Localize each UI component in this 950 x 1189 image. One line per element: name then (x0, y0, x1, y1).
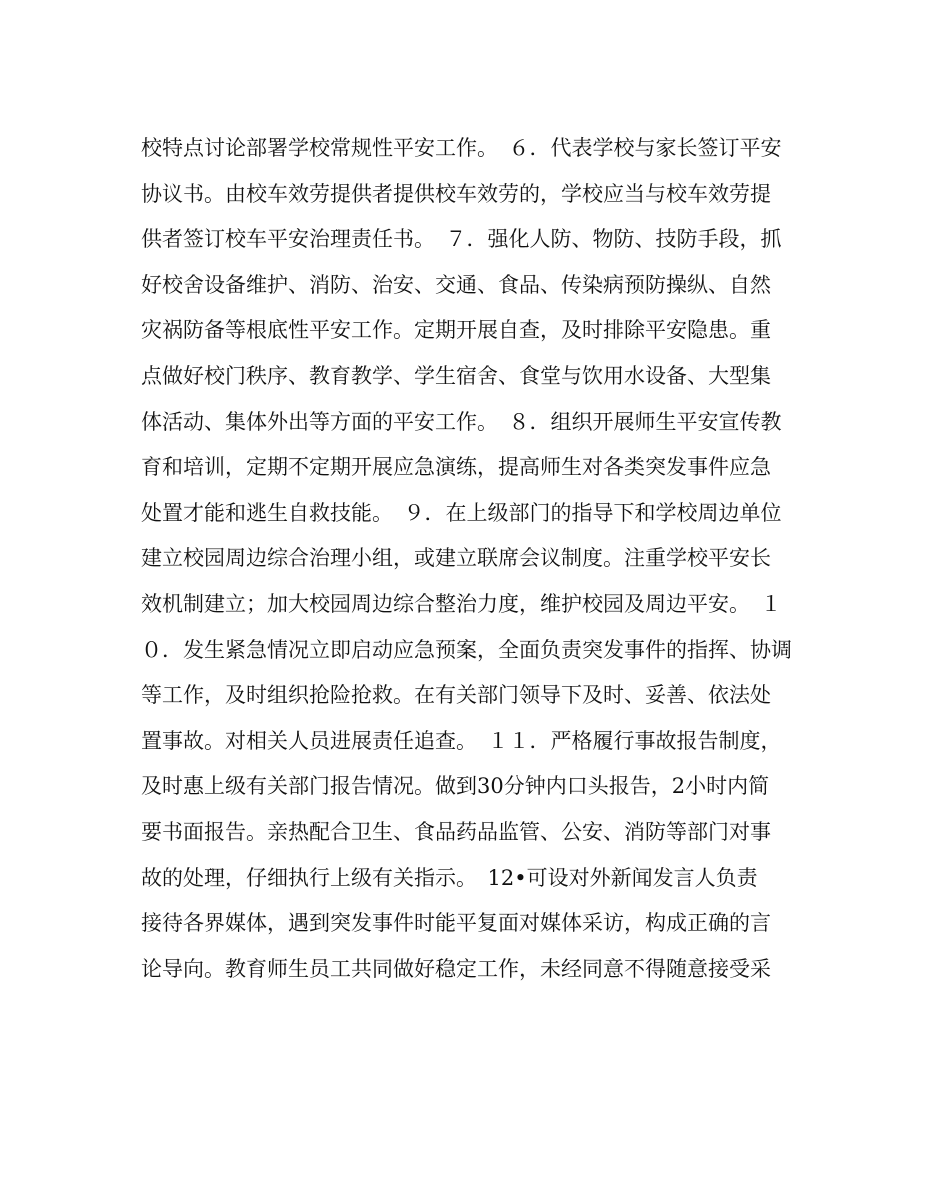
text-line-4: 好校舍设备维护、消防、治安、交通、食品、传染病预防操纵、自然 (141, 272, 771, 297)
text-line-10: 建立校园周边综合治理小组，或建立联席会议制度。注重学校平安长 (141, 546, 771, 571)
text-line-12: ０．发生紧急情况立即启动应急预案，全面负责突发事件的指挥、协调 (141, 637, 792, 662)
text-line-8: 育和培训，定期不定期开展应急演练，提高师生对各类突发事件应急 (141, 455, 771, 480)
text-line-3: 供者签订校车平安治理责任书。 ７．强化人防、物防、技防手段，抓 (141, 227, 782, 252)
text-line-5: 灾祸防备等根底性平安工作。定期开展自查，及时排除平安隐患。重 (141, 318, 771, 343)
text-line-9: 处置才能和逃生自救技能。 ９．在上级部门的指导下和学校周边单位 (141, 500, 782, 525)
text-line-7: 体活动、集体外出等方面的平安工作。 ８．组织开展师生平安宣传教 (141, 409, 782, 434)
text-line-18: 接待各界媒体，遇到突发事件时能平复面对媒体采访，构成正确的言 (141, 911, 771, 936)
text-line-17: 故的处理，仔细执行上级有关指示。 12•可设对外新闻发言人负责 (141, 865, 758, 890)
text-line-2: 协议书。由校车效劳提供者提供校车效劳的，学校应当与校车效劳提 (141, 181, 771, 206)
text-line-15: 及时惠上级有关部门报告情况。做到30分钟内口头报告，2小时内简 (141, 774, 770, 799)
text-line-19: 论导向。教育师生员工共同做好稳定工作，未经同意不得随意接受采 (141, 956, 771, 981)
text-line-6: 点做好校门秩序、教育教学、学生宿舍、食堂与饮用水设备、大型集 (141, 363, 771, 388)
text-line-13: 等工作，及时组织抢险抢救。在有关部门领导下及时、妥善、依法处 (141, 683, 771, 708)
text-line-14: 置事故。对相关人员进展责任追查。 １１．严格履行事故报告制度， (141, 728, 782, 753)
text-line-11: 效机制建立；加大校园周边综合整治力度，维护校园及周边平安。 １ (141, 591, 782, 616)
text-line-16: 要书面报告。亲热配合卫生、食品药品监管、公安、消防等部门对事 (141, 819, 771, 844)
body-text (141, 126, 811, 992)
text-line-1: 校特点讨论部署学校常规性平安工作。 ６．代表学校与家长签订平安 (141, 136, 782, 160)
